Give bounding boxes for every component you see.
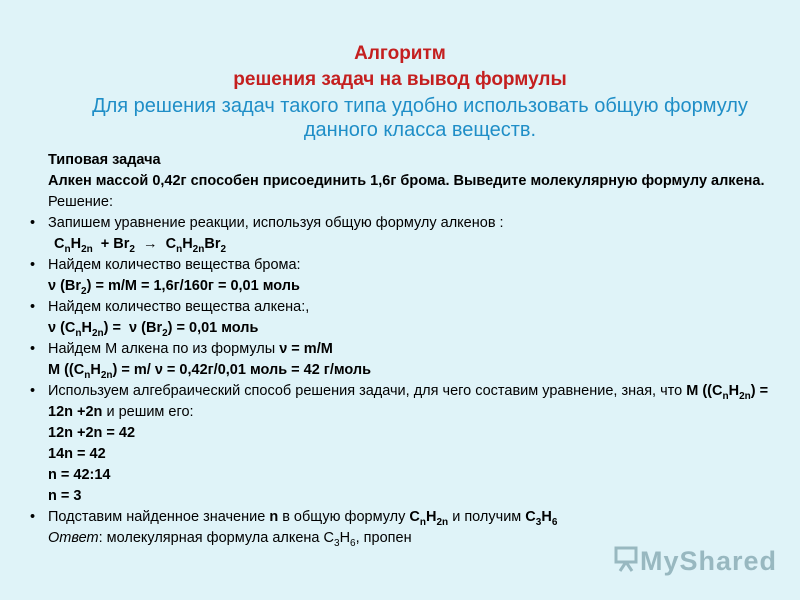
step-2: • Найдем количество вещества брома: bbox=[26, 255, 786, 276]
reaction-equation: $C_nH_{2n} + Br_2 \to C_nH_{2n}Br_2$ bbox=[54, 236, 227, 255]
problem-statement: Алкен массой 0,42г способен присоединить 1,6г брома. Выведите молекулярную формулу алкена. bbox=[48, 173, 765, 189]
solution-label: Решение: bbox=[48, 194, 113, 210]
title-task-type: решения задач на вывод формулы bbox=[233, 69, 567, 90]
step-4: • Найдем М алкена по из формулы ν = m/M bbox=[26, 339, 786, 360]
equation-line-2: 14n = 42 bbox=[48, 446, 106, 462]
equation-line-3: n = 42:14 bbox=[48, 467, 111, 483]
watermark-text: MyShared bbox=[640, 546, 778, 576]
step-6: • Подставим найденное значение n в общую формулу $C_nH_{2n}$ и получим $C_3H_6$ bbox=[26, 507, 786, 528]
step-5: • Используем алгебраический способ решения задачи, для чего составим уравнение, зная, что M ($(C_nH_{2n}) = 12n +2n$ и решим его: bbox=[26, 381, 786, 423]
step-3: • Найдем количество вещества алкена:, bbox=[26, 297, 786, 318]
answer-line: Ответ: молекулярная формула алкена $C_3H_6$, пропен bbox=[48, 530, 412, 549]
equation-line-1: 12n +2n = 42 bbox=[48, 425, 136, 441]
bromine-amount-calc: ν $(Br_2) = m/M = 1,6г/160г = 0,01$ моль bbox=[48, 278, 300, 297]
subtitle: Для решения задач такого типа удобно использовать общую формулу данного класса веществ. bbox=[92, 95, 748, 141]
watermark bbox=[614, 546, 778, 576]
equation-line-4: n = 3 bbox=[48, 488, 82, 504]
problem-heading: Типовая задача bbox=[48, 152, 161, 168]
alkene-amount-calc: ν $(C_nH_{2n}) = \nu$ $(Br_2) = 0,01$ моль bbox=[48, 320, 259, 339]
title-algorithm: Алгоритм bbox=[354, 43, 446, 64]
presentation-icon bbox=[614, 546, 638, 572]
step-1: • Запишем уравнение реакции, используя общую формулу алкенов : bbox=[26, 213, 786, 234]
solution-text bbox=[26, 150, 786, 549]
molar-mass-calc: M ($(C_nH_{2n}) = m/$ ν = 0,42г/0,01 моль = 42 г/моль bbox=[48, 362, 372, 381]
